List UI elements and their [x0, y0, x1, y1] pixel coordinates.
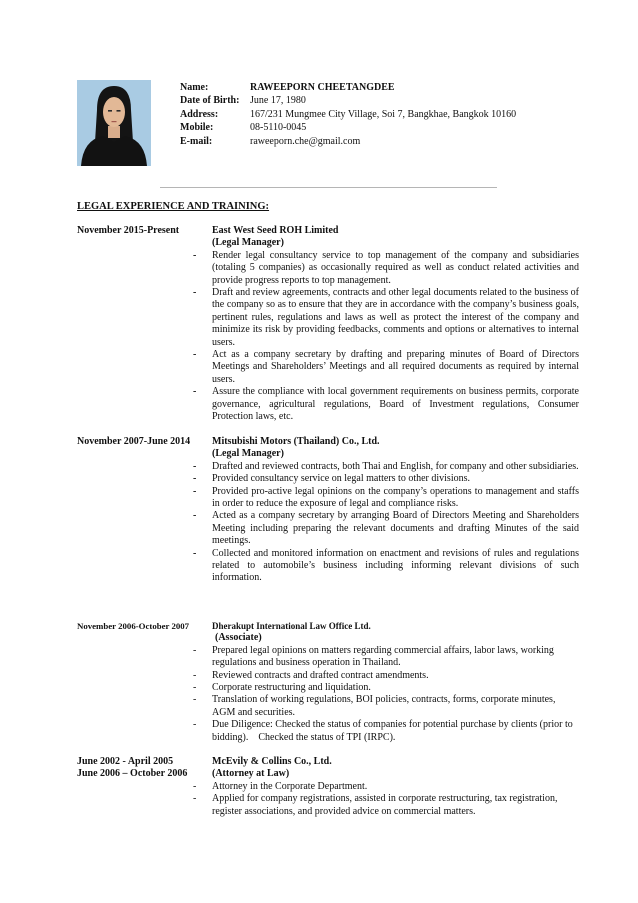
duty-text: Applied for company registrations, assisted in corporate restructuring, tax registration, register associations, and provided advice on commercial matters. — [212, 793, 558, 817]
bullet-dash: - — [193, 793, 197, 805]
duty-text: Provided pro-active legal opinions on the company’s operations to management and staffs in order to reduce the exposure of legal and compliance risks. — [212, 485, 579, 510]
duty-item — [193, 473, 579, 485]
job-entry — [77, 756, 579, 818]
duty-text: Drafted and reviewed contracts, both Thai and English, for company and other subsidiaries. — [212, 460, 579, 472]
header-divider — [160, 187, 497, 188]
address-row — [180, 108, 516, 121]
mobile-label: Mobile: — [180, 122, 214, 134]
duty-text: Translation of working regulations, BOI policies, contracts, forms, corporate minutes, AGM and securities. — [212, 694, 556, 718]
bullet-dash: - — [193, 547, 197, 559]
duty-item — [193, 682, 579, 694]
mobile-row — [180, 121, 516, 134]
duty-item — [193, 719, 579, 744]
duty-item — [193, 669, 579, 682]
job-company: Mitsubishi Motors (Thailand) Co., Ltd. — [212, 436, 380, 447]
dob-row — [180, 94, 516, 107]
section-title: LEGAL EXPERIENCE AND TRAINING: — [77, 201, 270, 212]
job-role: (Legal Manager) — [212, 448, 284, 460]
bullet-dash: - — [193, 287, 197, 299]
job-entry — [77, 225, 579, 424]
duty-item — [193, 780, 579, 793]
job-duties — [193, 460, 579, 585]
duty-item — [193, 644, 579, 670]
duty-item — [193, 485, 579, 511]
duty-text: Acted as a company secretary by arranging Board of Directors Meeting and Shareholders Meeting including preparing the relevant documents and drafting Minutes of the said meetings. — [212, 510, 579, 547]
duty-text: Attorney in the Corporate Department. — [212, 780, 368, 792]
duty-text: Draft and review agreements, contracts and other legal documents related to the business of the company so as to ensure that they are in accordance with the company’s business goals, pertinent rules, regulations and laws as well as protect the interest of the company and minimize its risk by providing feedbacks, comments and options or alternatives to internal users. — [212, 287, 579, 348]
personal-info — [180, 81, 516, 148]
dob-value: June 17, 1980 — [250, 95, 306, 107]
job-role: (Legal Manager) — [212, 237, 284, 249]
duty-text: Act as a company secretary by drafting and preparing minutes of Board of Directors Meetings and Shareholders’ Meetings and all required documents as required by internal users. — [212, 349, 579, 385]
duty-item — [193, 287, 579, 349]
job-date: November 2015-Present — [77, 225, 180, 236]
duty-item — [193, 510, 579, 547]
duty-text: Collected and monitored information on enactment and revisions of rules and regulations related to automobile’s business including informing relevant divisions of such information. — [212, 547, 579, 584]
job-role: (Attorney at Law) — [212, 768, 290, 780]
duty-text: Assure the compliance with local government requirements on business permits, corporate governance, agricultural regulations, Board of Investment regulations, Consumer Protection laws, etc. — [212, 386, 579, 423]
duty-text: Corporate restructuring and liquidation. — [212, 682, 371, 694]
job-entry — [77, 620, 579, 744]
duty-text: Reviewed contracts and drafted contract amendments. — [212, 669, 429, 681]
bullet-dash: - — [193, 669, 197, 681]
duty-item — [193, 793, 579, 818]
profile-photo — [77, 80, 151, 166]
name-row — [180, 81, 516, 94]
duty-item — [193, 386, 579, 423]
job-date-line: June 2002 - April 2005 — [77, 756, 174, 767]
bullet-dash: - — [193, 473, 197, 485]
duty-text: Prepared legal opinions on matters regarding commercial affairs, labor laws, working regulations and business operation in Thailand. — [212, 644, 554, 669]
email-value[interactable]: raweeporn.che@gmail.com — [250, 135, 361, 147]
duty-text: Due Diligence: Checked the status of companies for potential purchase by clients (prior to bidding). Checked the status of TPI (IRPC). — [212, 719, 576, 743]
name-value: RAWEEPORN CHEETANGDEE — [250, 82, 395, 93]
bullet-dash: - — [193, 249, 197, 261]
duty-text: Render legal consultancy service to top management of the company and subsidiaries (totaling 5 companies) as occasionally required as well as conduct related activities and provide progress reports to top management. — [212, 249, 579, 286]
duty-item — [193, 694, 579, 719]
job-company: McEvily & Collins Co., Ltd. — [212, 756, 332, 767]
job-entry — [77, 436, 579, 585]
bullet-dash: - — [193, 694, 197, 706]
bullet-dash: - — [193, 510, 197, 522]
job-role: (Associate) — [215, 632, 262, 644]
duty-item — [193, 460, 579, 473]
name-label: Name: — [180, 82, 209, 93]
bullet-dash: - — [193, 349, 197, 361]
duty-item — [193, 349, 579, 386]
duty-text: Provided consultancy service on legal matters to other divisions. — [212, 473, 470, 485]
job-duties — [193, 780, 579, 818]
job-date: November 2006-October 2007 — [77, 621, 190, 631]
bullet-dash: - — [193, 682, 197, 694]
bullet-dash: - — [193, 460, 197, 472]
bullet-dash: - — [193, 719, 197, 731]
address-value: 167/231 Mungmee City Village, Soi 7, Bangkhae, Bangkok 10160 — [250, 108, 517, 120]
address-label: Address: — [180, 108, 219, 120]
job-company: East West Seed ROH Limited — [212, 225, 339, 236]
mobile-value: 08-5110-0045 — [250, 122, 307, 134]
email-row — [180, 135, 516, 148]
job-date — [77, 756, 209, 781]
bullet-dash: - — [193, 644, 197, 656]
bullet-dash: - — [193, 386, 197, 398]
job-date: November 2007-June 2014 — [77, 436, 191, 447]
duty-item — [193, 249, 579, 287]
job-company: Dherakupt International Law Office Ltd. — [212, 621, 371, 631]
job-duties — [193, 644, 579, 744]
bullet-dash: - — [193, 780, 197, 792]
dob-label: Date of Birth: — [180, 95, 240, 107]
job-date-line: June 2006 – October 2006 — [77, 768, 188, 780]
duty-item — [193, 547, 579, 585]
bullet-dash: - — [193, 485, 197, 497]
job-duties — [193, 249, 579, 424]
email-label: E-mail: — [180, 135, 213, 147]
